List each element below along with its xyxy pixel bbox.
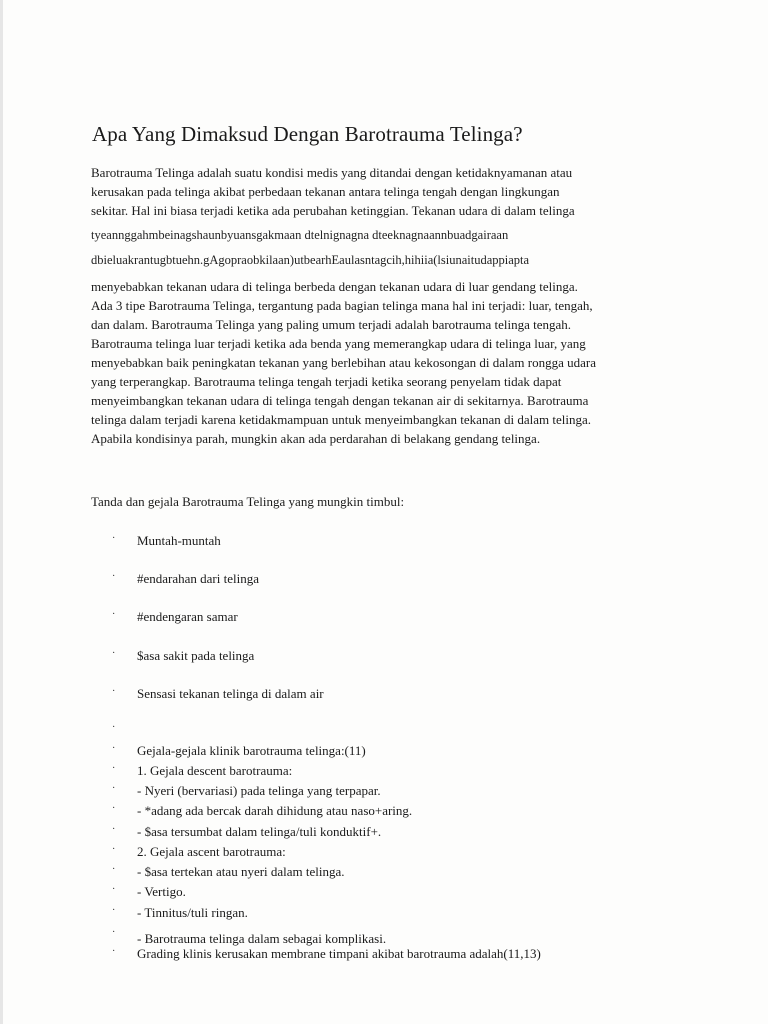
list-item-text: - Barotrauma telinga dalam sebagai komplikasi. — [137, 931, 387, 946]
list-item-text: $asa sakit pada telinga — [137, 648, 255, 663]
list-item-text: - Nyeri (bervariasi) pada telinga yang terpapar. — [137, 783, 381, 798]
list-item-text: - $asa tertekan atau nyeri dalam telinga. — [137, 864, 345, 879]
bullet-icon: · — [112, 905, 116, 916]
intro-line: sekitar. Hal ini biasa terjadi ketika ada perubahan ketinggian. Tekanan udara di dalam telinga — [91, 203, 575, 218]
body-line: Barotrauma telinga luar terjadi ketika ada benda yang memerangkap udara di telinga luar, yang — [91, 336, 586, 351]
body-line: dan dalam. Barotrauma Telinga yang paling umum terjadi adalah barotrauma telinga tengah. — [91, 317, 572, 332]
intro-line: Barotrauma Telinga adalah suatu kondisi medis yang ditandai dengan ketidaknyamanan atau — [91, 165, 573, 180]
list-item-text: 1. Gejala descent barotrauma: — [137, 763, 293, 778]
intro-paragraph — [91, 163, 691, 220]
list-item-text: Sensasi tekanan telinga di dalam air — [137, 686, 324, 701]
list-item-text: Muntah-muntah — [137, 533, 221, 548]
list-item-text: #endarahan dari telinga — [137, 571, 259, 586]
bullet-icon: · — [112, 927, 116, 938]
list-item-text: - Tinnitus/tuli ringan. — [137, 905, 248, 920]
list-item-text: - *adang ada bercak darah dihidung atau naso+aring. — [137, 803, 413, 818]
page-title: Apa Yang Dimaksud Dengan Barotrauma Telinga? — [92, 122, 523, 146]
body-line: menyebabkan tekanan udara di telinga berbeda dengan tekanan udara di luar gendang telinga. — [91, 279, 578, 294]
list-item-text: - Vertigo. — [137, 884, 186, 899]
list-item-text: Grading klinis kerusakan membrane timpani akibat barotrauma adalah(11,13) — [137, 946, 541, 961]
bullet-icon: · — [112, 571, 116, 582]
bullet-icon: · — [112, 722, 116, 733]
bullet-icon: · — [112, 763, 116, 774]
list-item-text: Gejala-gejala klinik barotrauma telinga:(11) — [137, 743, 366, 758]
bullet-icon: · — [112, 884, 116, 895]
body-line: menyeimbangkan tekanan udara di telinga tengah dengan tekanan air di sekitarnya. Barotrauma — [91, 393, 589, 408]
body-line: Ada 3 tipe Barotrauma Telinga, tergantung pada bagian telinga mana hal ini terjadi: luar, tengah, — [91, 298, 593, 313]
bullet-icon: · — [112, 743, 116, 754]
list-item-text: 2. Gejala ascent barotrauma: — [137, 844, 286, 859]
bullet-icon: · — [112, 946, 116, 957]
body-paragraph — [91, 277, 691, 448]
body-line: menyebabkan baik peningkatan tekanan yang berlebihan atau kekosongan di dalam rongga udara — [91, 355, 597, 370]
bullet-icon: · — [112, 803, 116, 814]
bullet-icon: · — [112, 824, 116, 835]
page-edge — [0, 0, 3, 1024]
garbled-line: dbieluakrantugbtuehn.gAgopraobkilaan)utbearhEaulasntagcih,hihiia(lsiunaitudappiapta — [91, 253, 530, 267]
bullet-icon: · — [112, 783, 116, 794]
body-line: yang terperangkap. Barotrauma telinga tengah terjadi ketika seorang penyelam tidak dapat — [91, 374, 562, 389]
body-line: Apabila kondisinya parah, mungkin akan ada perdarahan di belakang gendang telinga. — [91, 431, 541, 446]
intro-line: kerusakan pada telinga akibat perbedaan tekanan antara telinga tengah dengan lingkungan — [91, 184, 560, 199]
bullet-icon: · — [112, 648, 116, 659]
body-line: telinga dalam terjadi karena ketidakmampuan untuk menyeimbangkan tekanan di dalam telinga. — [91, 412, 591, 427]
bullet-icon: · — [112, 686, 116, 697]
list-item-text: #endengaran samar — [137, 609, 238, 624]
garbled-line: tyeannggahmbeinagshaunbyuansgakmaan dtelnignagna dteeknagnaannbuadgairaan — [91, 228, 509, 242]
bullet-icon: · — [112, 609, 116, 620]
bullet-icon: · — [112, 864, 116, 875]
signs-heading: Tanda dan gejala Barotrauma Telinga yang mungkin timbul: — [91, 494, 405, 509]
bullet-icon: · — [112, 533, 116, 544]
bullet-icon: · — [112, 844, 116, 855]
list-item-text: - $asa tersumbat dalam telinga/tuli konduktif+. — [137, 824, 382, 839]
